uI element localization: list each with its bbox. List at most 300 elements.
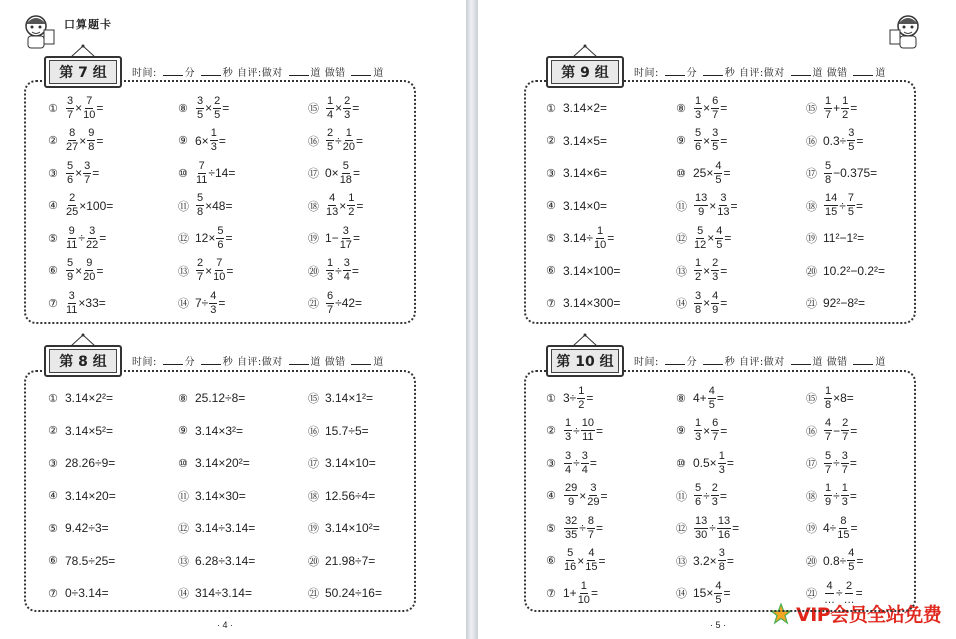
problem-number: ③ — [546, 457, 556, 470]
problem-text: = — [730, 198, 738, 213]
problem-number: ① — [546, 102, 556, 115]
numerator: 2 — [69, 192, 76, 205]
time-score-line — [132, 64, 384, 79]
problem-text: 1+ — [563, 586, 577, 601]
fraction — [587, 516, 595, 541]
problem-text: 3.14×2²= — [65, 391, 114, 406]
problem-item — [308, 577, 438, 610]
denominator: 22 — [86, 238, 99, 251]
numerator: 3 — [848, 127, 855, 140]
problem-item — [308, 447, 438, 480]
numerator: 4 — [825, 417, 832, 430]
problem-text: = — [226, 263, 234, 278]
problem-text: 10.2²−0.2²= — [823, 263, 886, 278]
problem-text: 3.14×300= — [563, 296, 621, 311]
numerator: 3 — [565, 449, 572, 462]
problem-item — [48, 92, 178, 125]
denominator: 3 — [718, 463, 725, 476]
problem-number: ⑮ — [806, 103, 817, 116]
problem-text: − — [833, 423, 841, 438]
blank-line[interactable] — [289, 356, 309, 365]
fraction — [196, 161, 207, 186]
denominator: 3 — [210, 303, 217, 316]
numerator: 1 — [695, 257, 702, 270]
info-text: 道 — [875, 68, 886, 79]
problem-number: ⑯ — [806, 135, 817, 148]
denominator: 6 — [695, 496, 702, 509]
problem-item — [178, 125, 308, 158]
problem-item — [308, 125, 438, 158]
numerator: 14 — [825, 192, 838, 205]
info-text: 道 — [875, 357, 886, 368]
problem-text: 3.14×5= — [563, 133, 608, 148]
blank-line[interactable] — [791, 356, 811, 365]
problem-text: × — [703, 296, 711, 311]
fraction — [847, 193, 855, 218]
info-text: 道 — [310, 357, 325, 368]
denominator: 5 — [848, 561, 855, 574]
problem-item — [806, 92, 936, 125]
blank-line[interactable] — [853, 356, 873, 365]
problem-number: ② — [48, 135, 58, 148]
denominator: 4 — [581, 463, 588, 476]
problem-number: ⑯ — [308, 425, 319, 438]
denominator: 2 — [348, 206, 355, 219]
problem-number: ⑧ — [676, 102, 686, 115]
problem-text: 4÷ — [823, 521, 837, 536]
time-score-line — [634, 64, 886, 79]
problem-item — [48, 190, 178, 223]
problem-text: 0.5× — [693, 456, 717, 471]
blank-line[interactable] — [791, 67, 811, 76]
fraction — [841, 96, 849, 121]
problem-item — [676, 190, 806, 223]
numerator: 4 — [329, 192, 336, 205]
problem-text: 12× — [195, 231, 216, 246]
problem-item — [806, 512, 936, 545]
fraction — [711, 418, 719, 443]
denominator: 20 — [83, 271, 96, 284]
problem-text: = — [720, 296, 728, 311]
info-text: 做错 — [324, 357, 350, 368]
problem-text: × — [703, 101, 711, 116]
problem-text: × — [703, 423, 711, 438]
denominator: 3 — [841, 496, 848, 509]
problem-number: ④ — [546, 200, 556, 213]
problem-item — [806, 287, 936, 320]
problem-text: = — [99, 231, 107, 246]
blank-line[interactable] — [163, 356, 183, 365]
problem-text: = — [225, 231, 233, 246]
problem-number: ㉑ — [806, 588, 817, 601]
problem-number: ⑨ — [676, 425, 686, 438]
problem-number: ① — [546, 392, 556, 405]
numerator: 3 — [720, 192, 727, 205]
numerator: 2 — [842, 417, 849, 430]
denominator: 3 — [344, 108, 351, 121]
problem-item — [178, 512, 308, 545]
fraction — [343, 96, 351, 121]
numerator: 1 — [580, 579, 587, 592]
denominator: 8 — [88, 141, 95, 154]
problem-text: = — [856, 133, 864, 148]
numerator: 3 — [841, 449, 848, 462]
problem-number: ⑦ — [48, 297, 58, 310]
problem-number: ⑫ — [178, 233, 189, 246]
problem-number: ⑮ — [308, 393, 319, 406]
numerator: 7 — [198, 159, 205, 172]
denominator: 18 — [339, 173, 352, 186]
problem-item — [178, 545, 308, 578]
problem-number: ⑪ — [676, 200, 687, 213]
numerator: 1 — [345, 127, 352, 140]
problem-number: ⑩ — [178, 457, 188, 470]
problem-number: ⑩ — [676, 457, 686, 470]
numerator: 3 — [68, 289, 75, 302]
fraction — [824, 161, 832, 186]
numerator: 1 — [695, 94, 702, 107]
problem-text: 50.24÷16= — [325, 586, 382, 601]
info-text: 分 — [184, 357, 199, 368]
fraction — [824, 451, 832, 476]
blank-line[interactable] — [703, 67, 723, 76]
numerator: 3 — [343, 257, 350, 270]
blank-line[interactable] — [351, 356, 371, 365]
problem-number: ② — [546, 135, 556, 148]
numerator: 2 — [197, 257, 204, 270]
problem-number: ④ — [48, 490, 58, 503]
denominator: 5 — [847, 206, 854, 219]
problem-text: × — [709, 198, 717, 213]
problem-number: ⑨ — [178, 135, 188, 148]
blank-line[interactable] — [665, 67, 685, 76]
numerator: 4 — [716, 224, 723, 237]
problem-item — [178, 382, 308, 415]
problem-item — [178, 190, 308, 223]
denominator: 16 — [717, 528, 731, 541]
problem-item — [178, 255, 308, 288]
numerator: 5 — [197, 192, 204, 205]
denominator: 3 — [210, 141, 217, 154]
denominator: 7 — [825, 463, 832, 476]
info-text: 分 — [686, 68, 701, 79]
denominator: 13 — [717, 206, 730, 219]
problem-text: = — [218, 133, 226, 148]
problem-item — [308, 255, 438, 288]
fraction — [66, 193, 78, 218]
denominator: 6 — [67, 173, 74, 186]
numerator: 1 — [578, 384, 585, 397]
problem-item — [178, 287, 308, 320]
problem-item — [546, 545, 676, 578]
problem-number: ⑱ — [308, 200, 319, 213]
problem-text: + — [833, 101, 841, 116]
numerator: 3 — [84, 159, 91, 172]
problem-number: ③ — [48, 457, 58, 470]
problem-text: = — [355, 133, 363, 148]
blank-line[interactable] — [665, 356, 685, 365]
fraction — [708, 386, 716, 411]
problem-text: 4+ — [693, 391, 707, 406]
fraction — [343, 258, 351, 283]
info-text: 秒 — [724, 68, 739, 79]
blank-line[interactable] — [163, 67, 183, 76]
blank-line[interactable] — [703, 356, 723, 365]
problem-text: = — [92, 166, 100, 181]
problem-text: ÷ — [579, 521, 586, 536]
denominator: 7 — [712, 431, 719, 444]
fraction — [847, 548, 855, 573]
problem-text: 3.14×100= — [563, 263, 621, 278]
info-text: 做错 — [324, 68, 350, 79]
numerator: 3 — [581, 449, 588, 462]
problem-text: = — [850, 101, 858, 116]
group-label-text: 第 9 组 — [551, 60, 619, 84]
fraction — [66, 96, 74, 121]
denominator: 7 — [825, 431, 832, 444]
numerator: 8 — [587, 514, 594, 527]
problem-number: ⑲ — [806, 523, 817, 536]
problem-text: = — [720, 133, 728, 148]
fraction — [824, 418, 832, 443]
problem-item — [546, 512, 676, 545]
problem-text: ÷ — [836, 586, 843, 601]
fraction — [714, 581, 722, 606]
fraction — [824, 581, 835, 606]
problem-text: 3.14×20²= — [195, 456, 250, 471]
denominator: 2 — [695, 271, 702, 284]
denominator: 9 — [67, 271, 74, 284]
problem-text: ÷ — [335, 133, 342, 148]
problem-text: 92²−8²= — [823, 296, 866, 311]
numerator: 2 — [712, 257, 719, 270]
problem-item — [48, 447, 178, 480]
problem-text: = — [590, 586, 598, 601]
info-text: 道 — [812, 68, 827, 79]
blank-line[interactable] — [351, 67, 371, 76]
fraction — [86, 226, 98, 251]
problem-item — [676, 545, 806, 578]
problem-item — [308, 222, 438, 255]
problem-text: = — [720, 423, 728, 438]
denominator: 8 — [825, 173, 832, 186]
fraction — [587, 483, 599, 508]
problem-item — [546, 190, 676, 223]
numerator: 10 — [581, 417, 594, 430]
denominator: 8 — [197, 206, 204, 219]
problem-grid-g8 — [48, 382, 438, 610]
numerator: 1 — [842, 94, 849, 107]
fraction — [581, 418, 595, 443]
problem-text: 15.7÷5= — [325, 423, 369, 438]
problem-number: ⑯ — [308, 135, 319, 148]
denominator: 8 — [718, 561, 725, 574]
fraction — [216, 226, 224, 251]
problem-text: × — [335, 101, 343, 116]
problem-text: 3.14×10²= — [325, 521, 380, 536]
numerator: 5 — [67, 257, 74, 270]
info-text: 时间: — [634, 68, 663, 79]
problem-number: ㉑ — [806, 298, 817, 311]
problem-text: 11²−1²= — [823, 231, 865, 246]
group-label-text: 第 10 组 — [551, 349, 619, 373]
problem-number: ⑧ — [676, 392, 686, 405]
numerator: 4 — [715, 159, 722, 172]
problem-item — [806, 222, 936, 255]
problem-item — [546, 480, 676, 513]
problem-text: × — [75, 101, 83, 116]
numerator: 5 — [825, 449, 832, 462]
numerator: 3 — [197, 94, 204, 107]
problem-text: = — [351, 263, 359, 278]
problem-number: ⑨ — [676, 135, 686, 148]
blank-line[interactable] — [289, 67, 309, 76]
numerator: 9 — [68, 224, 75, 237]
problem-number: ④ — [546, 490, 556, 503]
problem-number: ⑫ — [676, 233, 687, 246]
denominator: 10 — [577, 593, 590, 606]
problem-item — [48, 222, 178, 255]
blank-line[interactable] — [201, 356, 221, 365]
problem-number: ⑤ — [48, 232, 58, 245]
fraction — [66, 161, 74, 186]
numerator: 5 — [697, 224, 704, 237]
problem-item — [48, 545, 178, 578]
blank-line[interactable] — [201, 67, 221, 76]
group-label-g7 — [44, 56, 122, 88]
problem-item — [546, 447, 676, 480]
denominator: 9 — [698, 206, 705, 219]
blank-line[interactable] — [853, 67, 873, 76]
problem-text: 9.42÷3= — [65, 521, 109, 536]
problem-number: ⑰ — [308, 168, 319, 181]
denominator: 29 — [587, 496, 600, 509]
problem-text: 21.98÷7= — [325, 553, 376, 568]
problem-item — [676, 125, 806, 158]
numerator: 7 — [86, 94, 93, 107]
problem-item — [806, 382, 936, 415]
problem-text: = — [849, 488, 857, 503]
fraction — [564, 483, 578, 508]
denominator: 35 — [565, 528, 578, 541]
info-text: 道 — [373, 357, 384, 368]
info-text: 自评:做对 — [738, 357, 789, 368]
problem-item — [48, 512, 178, 545]
problem-number: ⑪ — [178, 490, 189, 503]
fraction — [66, 291, 77, 316]
problem-number: ① — [48, 392, 58, 405]
numerator: 1 — [327, 94, 334, 107]
problem-text: × — [79, 133, 87, 148]
problem-number: ⑧ — [178, 392, 188, 405]
problem-number: ⑤ — [48, 522, 58, 535]
info-text: 道 — [812, 357, 827, 368]
fraction — [326, 258, 334, 283]
fraction — [581, 451, 589, 476]
denominator: 6 — [695, 141, 702, 154]
problem-item — [806, 255, 936, 288]
denominator: 7 — [84, 173, 91, 186]
problem-number: ⑥ — [546, 555, 556, 568]
problem-number: ⑥ — [48, 265, 58, 278]
problem-item — [806, 125, 936, 158]
numerator: 5 — [825, 159, 832, 172]
fraction — [841, 418, 849, 443]
problem-number: ⑤ — [546, 522, 556, 535]
problem-text: = — [352, 231, 360, 246]
problem-item — [546, 222, 676, 255]
numerator: 13 — [695, 192, 708, 205]
denominator: 27 — [66, 141, 79, 154]
problem-text: = — [719, 488, 727, 503]
info-text: 时间: — [132, 68, 161, 79]
info-text: 自评:做对 — [236, 68, 287, 79]
denominator: 11 — [66, 238, 78, 251]
problem-item — [178, 577, 308, 610]
numerator: 5 — [342, 159, 349, 172]
problem-number: ⑤ — [546, 232, 556, 245]
problem-text: ÷42= — [335, 296, 363, 311]
fraction — [196, 258, 204, 283]
problem-item — [308, 157, 438, 190]
problem-item — [806, 415, 936, 448]
fraction — [715, 226, 723, 251]
problem-item — [178, 92, 308, 125]
problem-text: = — [96, 263, 104, 278]
fraction — [66, 258, 74, 283]
problem-text: = — [586, 391, 594, 406]
numerator: 8 — [840, 514, 847, 527]
problem-text: = — [855, 198, 863, 213]
denominator: 5 — [715, 593, 722, 606]
denominator: 2 — [578, 398, 585, 411]
problem-item — [178, 415, 308, 448]
numerator: 1 — [825, 482, 832, 495]
problem-item — [676, 255, 806, 288]
problem-number: ⑩ — [178, 167, 188, 180]
fraction — [196, 193, 204, 218]
denominator: 15 — [837, 528, 850, 541]
problem-number: ⑲ — [806, 233, 817, 246]
problem-text: × — [75, 263, 83, 278]
problem-text: = — [716, 391, 724, 406]
problem-number: ⑮ — [308, 103, 319, 116]
numerator: 4 — [712, 289, 719, 302]
fraction — [340, 161, 352, 186]
problem-text: 0.3÷ — [823, 133, 847, 148]
fraction — [718, 548, 726, 573]
info-text: 时间: — [634, 357, 663, 368]
problem-item — [178, 157, 308, 190]
problem-number: ⑭ — [178, 298, 189, 311]
book-spine — [466, 0, 478, 639]
problem-number: ⑬ — [178, 555, 189, 568]
problem-number: ⑲ — [308, 523, 319, 536]
info-text: 做错 — [826, 68, 852, 79]
denominator: 5 — [708, 398, 715, 411]
problem-number: ㉑ — [308, 588, 319, 601]
numerator: 3 — [67, 94, 74, 107]
denominator: 6 — [217, 238, 224, 251]
problem-text: 25× — [693, 166, 714, 181]
denominator: 11 — [582, 431, 594, 444]
problem-number: ⑬ — [178, 265, 189, 278]
problem-item — [546, 382, 676, 415]
denominator: 10 — [213, 271, 226, 284]
page-header — [64, 16, 112, 32]
problem-number: ② — [48, 425, 58, 438]
numerator: 1 — [327, 257, 334, 270]
